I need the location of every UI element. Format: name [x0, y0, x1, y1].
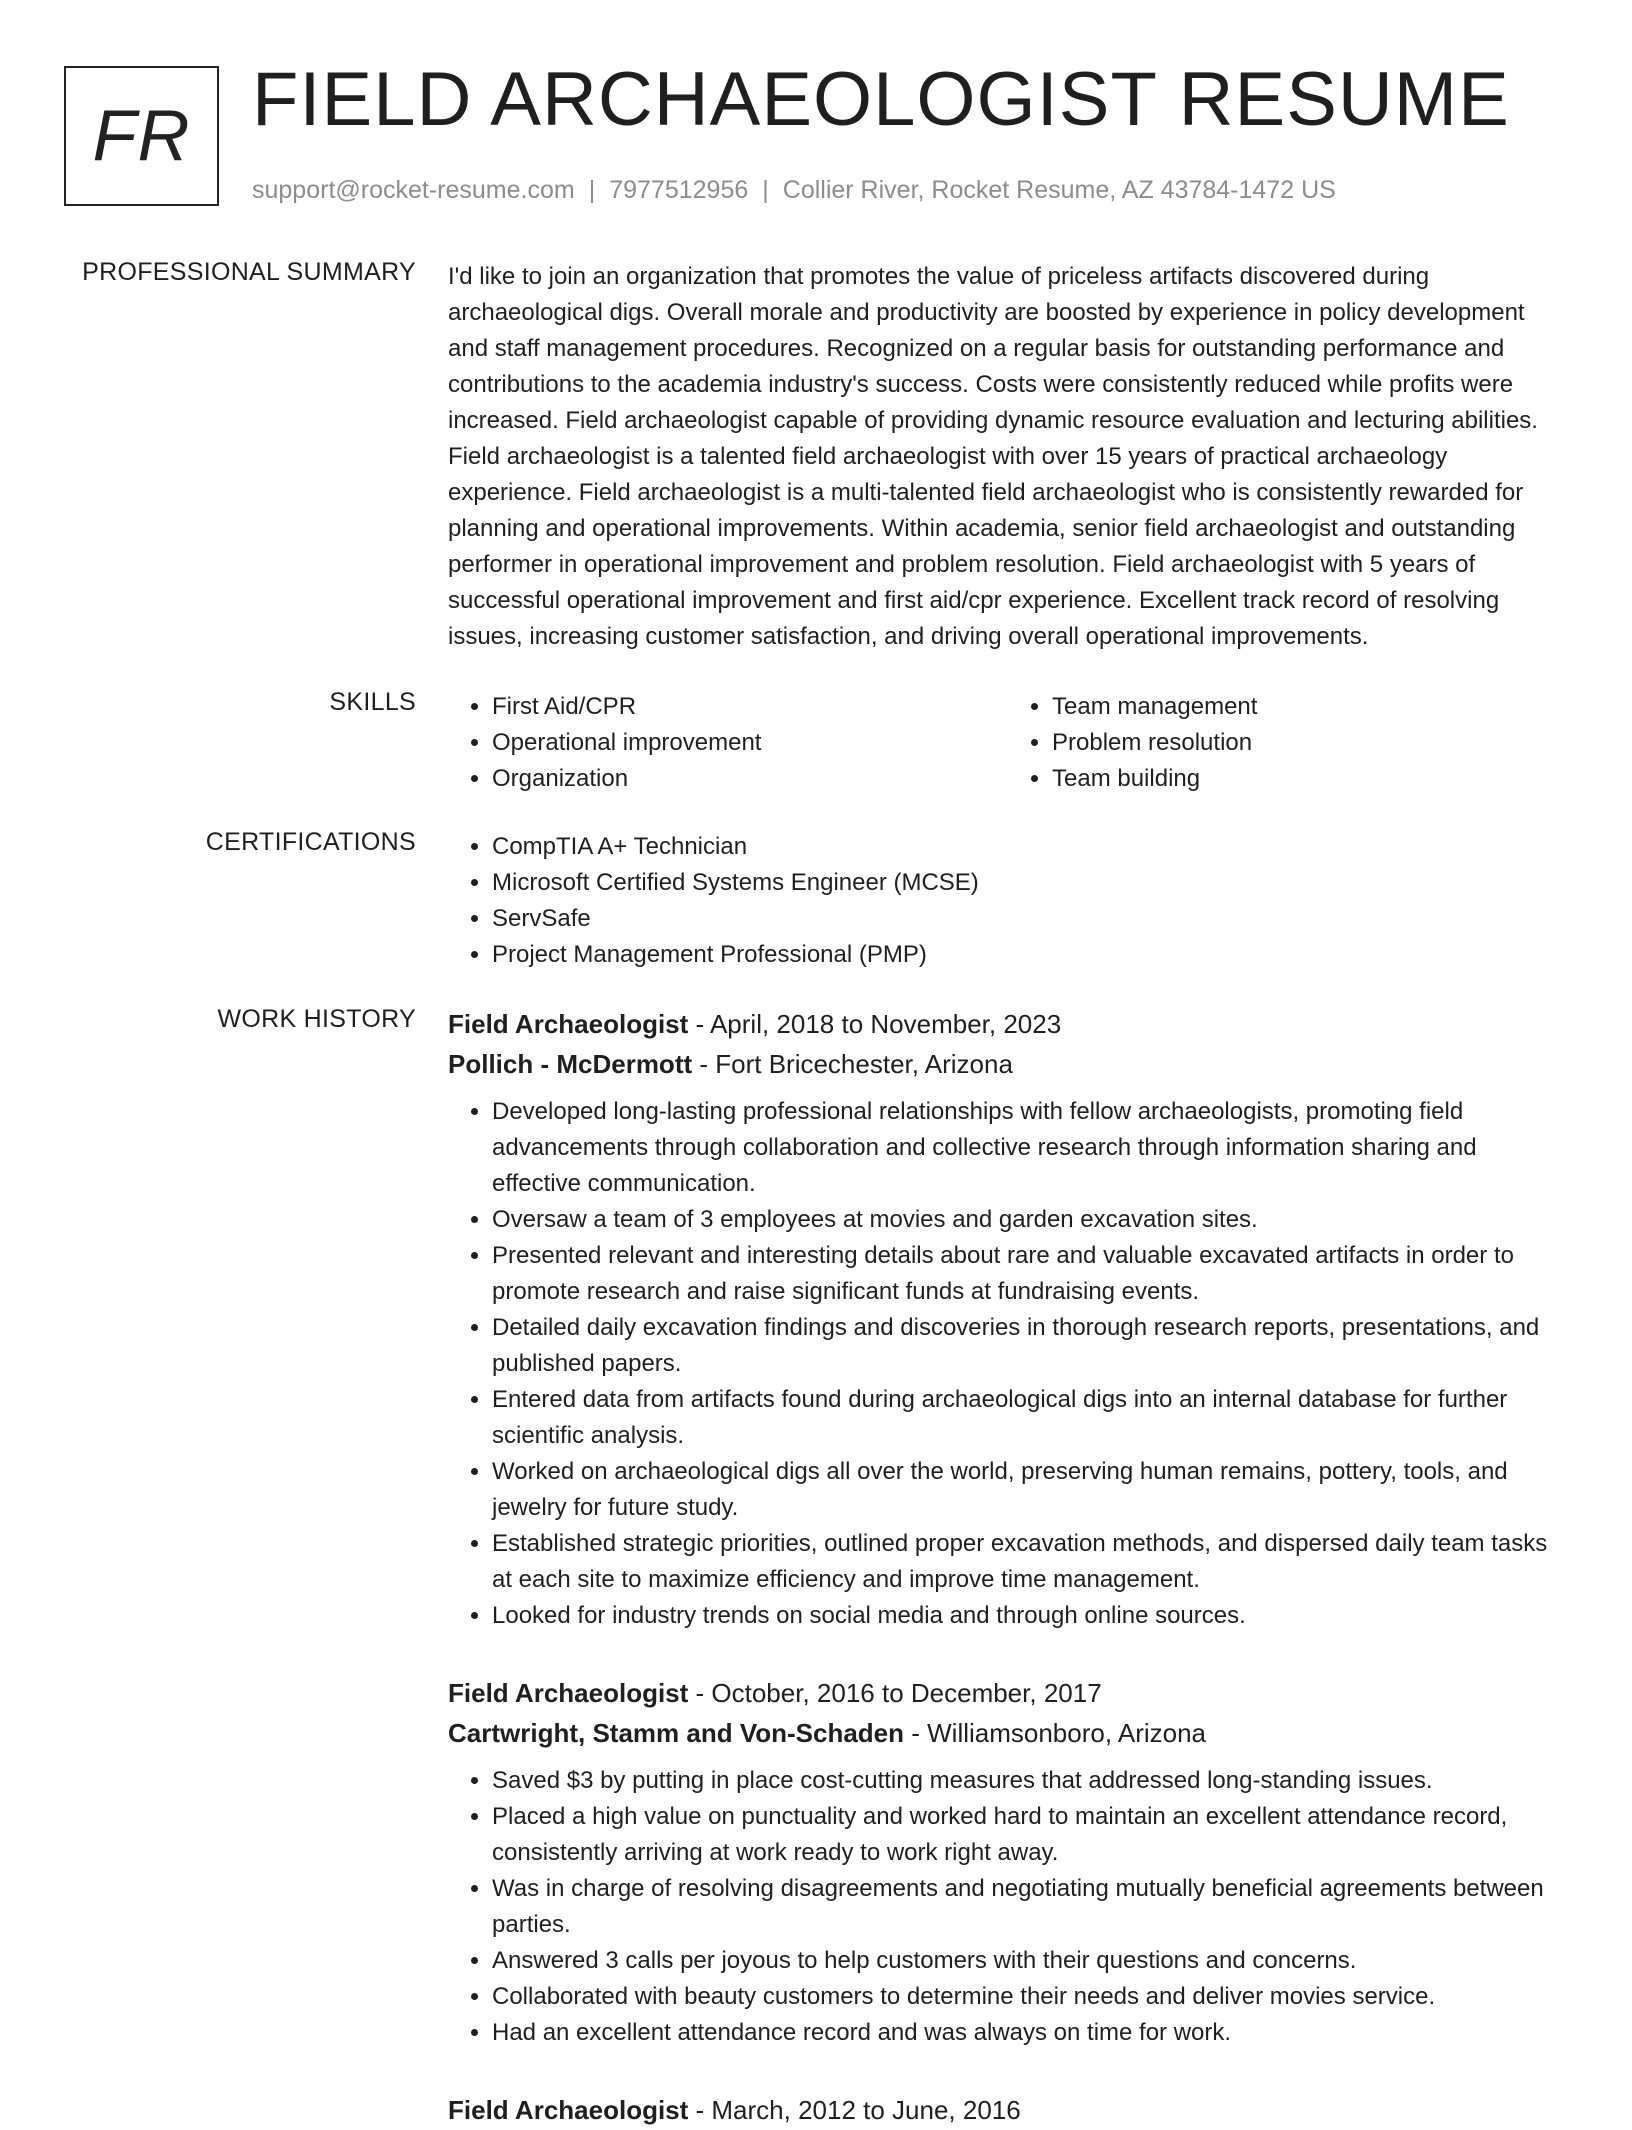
skill-item: • Operational improvement: [492, 725, 1008, 761]
job-location: - Williamsonboro, Arizona: [904, 1718, 1207, 1748]
summary-section: [448, 259, 1568, 655]
job-dates: - March, 2012 to June, 2016: [688, 2095, 1021, 2125]
job-company-line: [448, 1713, 1568, 1753]
job-bullet: • Established strategic priorities, outlined proper excavation methods, and dispersed daily team tasks at each site to maximize efficiency and improve time management.: [492, 1526, 1568, 1598]
certifications-list: [448, 829, 1568, 973]
job-bullet: • Looked for industry trends on social media and through online sources.: [492, 1598, 1568, 1634]
job-bullet: • Presented relevant and interesting details about rare and valuable excavated artifacts in order to promote research and raise significant funds at fundraising events.: [492, 1238, 1568, 1310]
job-title: Field Archaeologist: [448, 1009, 689, 1039]
job-bullet: • Was in charge of resolving disagreements and negotiating mutually beneficial agreements between parties.: [492, 1871, 1568, 1943]
skills-list-left: [448, 689, 1008, 797]
skill-item: • Organization: [492, 761, 1008, 797]
certification-item: • ServSafe: [492, 901, 1568, 937]
contact-phone[interactable]: 7977512956: [609, 176, 749, 204]
job-bullet: • Developed long-lasting professional relationships with fellow archaeologists, promoting field advancements through collaboration and collective research through information sharing and effective communication.: [492, 1094, 1568, 1202]
job-entry: [448, 2090, 1568, 2130]
job-title-line: [448, 1004, 1568, 1044]
job-bullet: • Had an excellent attendance record and was always on time for work.: [492, 2015, 1568, 2051]
job-bullet: • Oversaw a team of 3 employees at movies and garden excavation sites.: [492, 1202, 1568, 1238]
certifications-section: [448, 829, 1568, 973]
job-bullet: • Answered 3 calls per joyous to help customers with their questions and concerns.: [492, 1943, 1568, 1979]
skills-list-right: [1008, 689, 1568, 797]
skills-section: [448, 689, 1568, 797]
contact-email[interactable]: support@rocket-resume.com: [252, 176, 575, 204]
job-title-line: [448, 2090, 1568, 2130]
job-bullet: • Collaborated with beauty customers to determine their needs and deliver movies service.: [492, 1979, 1568, 2015]
job-location: - Fort Bricechester, Arizona: [692, 1049, 1013, 1079]
job-title-line: [448, 1673, 1568, 1713]
certification-item: • CompTIA A+ Technician: [492, 829, 1568, 865]
job-bullet: • Worked on archaeological digs all over the world, preserving human remains, pottery, tools, and jewelry for future study.: [492, 1454, 1568, 1526]
job-company-line: [448, 1044, 1568, 1084]
contact-address: Collier River, Rocket Resume, AZ 43784-1472 US: [782, 176, 1336, 204]
contact-line: [252, 176, 1336, 205]
job-bullet-list: [448, 1763, 1568, 2051]
job-company: Pollich - McDermott: [448, 1049, 693, 1079]
job-entry: [448, 1673, 1568, 2051]
resume-title: FIELD ARCHAEOLOGIST RESUME: [252, 57, 1510, 142]
job-dates: - April, 2018 to November, 2023: [688, 1009, 1062, 1039]
contact-separator: |: [762, 176, 769, 204]
job-bullet: • Saved $3 by putting in place cost-cutting measures that addressed long-standing issues.: [492, 1763, 1568, 1799]
certifications-heading: CERTIFICATIONS: [205, 828, 416, 856]
skills-heading: SKILLS: [329, 688, 416, 716]
certification-item: • Project Management Professional (PMP): [492, 937, 1568, 973]
job-bullet: • Placed a high value on punctuality and worked hard to maintain an excellent attendance record, consistently arriving at work ready to work right away.: [492, 1799, 1568, 1871]
work-history-heading: WORK HISTORY: [217, 1005, 416, 1033]
job-entry: [448, 1004, 1568, 1634]
job-bullet-list: [448, 1094, 1568, 1634]
certification-item: • Microsoft Certified Systems Engineer (MCSE): [492, 865, 1568, 901]
job-company: Cartwright, Stamm and Von-Schaden: [448, 1718, 905, 1748]
skill-item: • Team building: [1052, 761, 1568, 797]
job-title: Field Archaeologist: [448, 2095, 689, 2125]
contact-separator: |: [588, 176, 596, 204]
job-title: Field Archaeologist: [448, 1678, 689, 1708]
summary-text: I'd like to join an organization that promotes the value of priceless artifacts discovered during archaeological digs. Overall morale and productivity are boosted by experience in policy development and staff management procedures. Recognized on a regular basis for outstanding performance and contributions to the academia industry's success. Costs were consistently reduced while profits were increased. Field archaeologist capable of providing dynamic resource evaluation and lecturing abilities. Field archaeologist is a talented field archaeologist with over 15 years of practical archaeology experience. Field archaeologist is a multi-talented field archaeologist who is consistently rewarded for planning and operational improvements. Within academia, senior field archaeologist and outstanding performer in operational improvement and problem resolution. Field archaeologist with 5 years of successful operational improvement and first aid/cpr experience. Excellent track record of resolving issues, increasing customer satisfaction, and driving overall operational improvements.: [448, 263, 1538, 650]
job-bullet: • Entered data from artifacts found during archaeological digs into an internal database for further scientific analysis.: [492, 1382, 1568, 1454]
skill-item: • Problem resolution: [1052, 725, 1568, 761]
skill-item: • Team management: [1052, 689, 1568, 725]
job-bullet: • Detailed daily excavation findings and discoveries in thorough research reports, presentations, and published papers.: [492, 1310, 1568, 1382]
summary-heading: PROFESSIONAL SUMMARY: [82, 258, 416, 286]
job-dates: - October, 2016 to December, 2017: [688, 1678, 1102, 1708]
skill-item: • First Aid/CPR: [492, 689, 1008, 725]
monogram-logo: FR: [64, 66, 219, 206]
